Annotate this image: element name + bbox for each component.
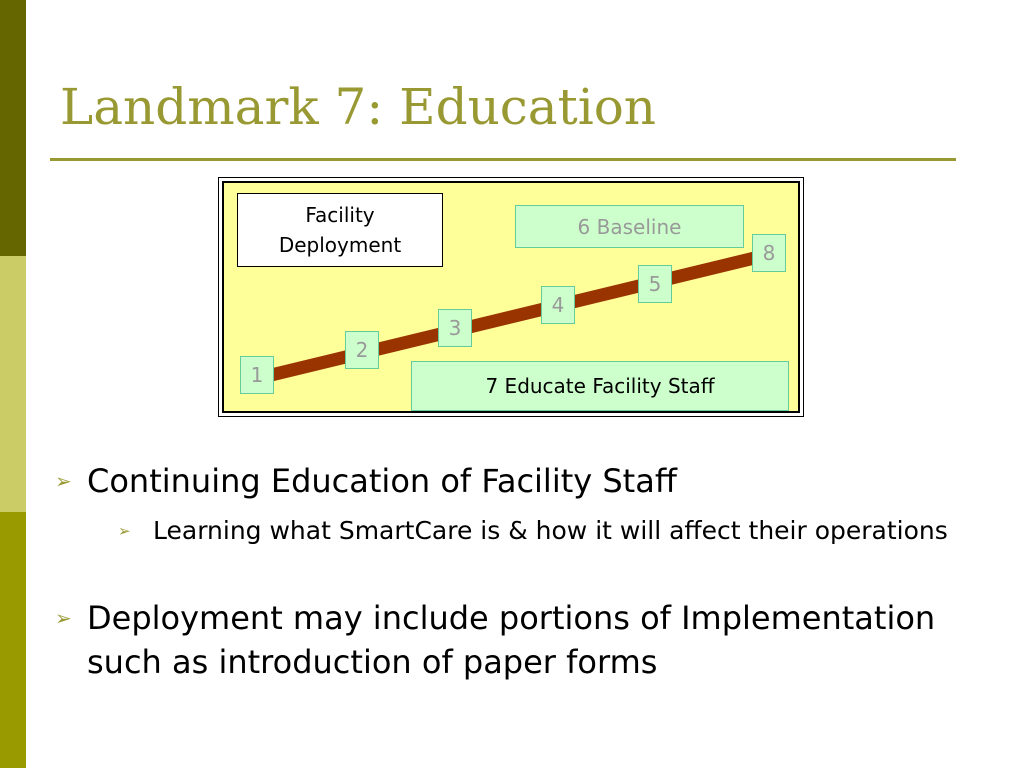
bullet-text: Deployment may include portions of Implementation such as introduction of paper forms [87, 599, 936, 681]
step-box-1: 1 [240, 356, 274, 394]
step-box-4: 4 [541, 286, 575, 324]
roadmap-diagram [218, 177, 804, 417]
educate-staff-box: 7 Educate Facility Staff [411, 361, 789, 411]
step-box-5: 5 [638, 265, 672, 303]
sidebar-band-bottom [0, 512, 26, 768]
slide-title: Landmark 7: Education [60, 78, 656, 136]
sub-bullet-text: Learning what SmartCare is & how it will affect their operations [153, 516, 948, 545]
sub-bullet-learning [118, 513, 998, 549]
baseline-box: 6 Baseline [515, 205, 744, 248]
step-box-2: 2 [345, 331, 379, 369]
title-underline [50, 158, 956, 161]
step-box-8: 8 [752, 234, 786, 272]
progress-road [259, 254, 771, 378]
step-box-3: 3 [438, 309, 472, 347]
bullet-continuing-education [55, 459, 995, 503]
sidebar-band-middle [0, 256, 26, 512]
bullet-deployment [55, 596, 995, 684]
sidebar-band-top [0, 0, 26, 256]
bullet-arrow-icon: ➢ [55, 606, 72, 630]
bullet-text: Continuing Education of Facility Staff [87, 462, 677, 500]
facility-deployment-box: Facility Deployment [237, 193, 443, 267]
bullet-arrow-icon: ➢ [118, 522, 131, 540]
bullet-arrow-icon: ➢ [55, 469, 72, 493]
